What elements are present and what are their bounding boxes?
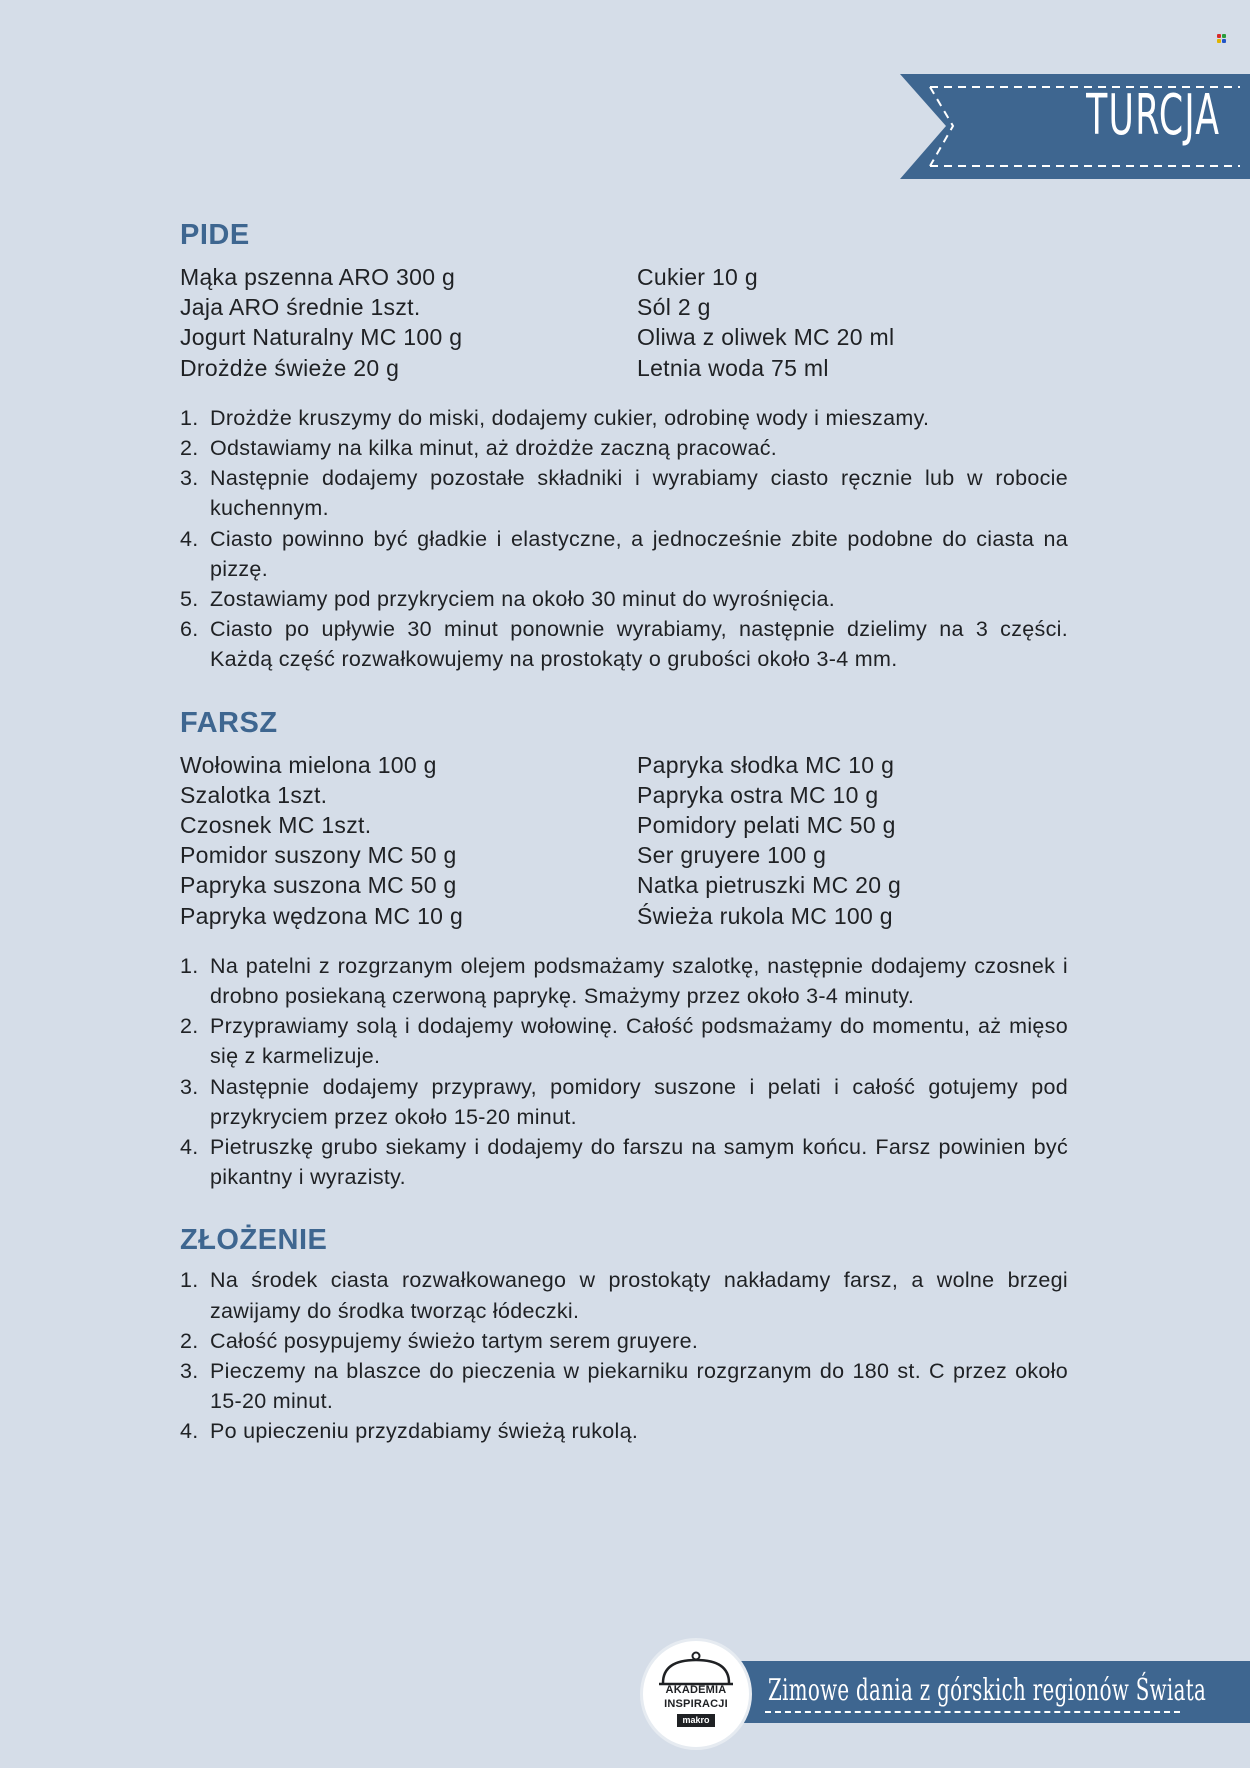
ingredient-item: Papryka słodka MC 10 g <box>637 751 895 778</box>
footer-dashed-line <box>765 1711 1180 1713</box>
step-number: 3. <box>180 1074 199 1099</box>
steps-zlozenie <box>180 1265 1068 1446</box>
step-number: 3. <box>180 466 199 491</box>
step-item <box>180 1356 1068 1416</box>
step-item <box>180 524 1068 584</box>
step-text: Zostawiamy pod przykryciem na około 30 minut do wyrośnięcia. <box>210 586 836 611</box>
section-title-farsz: FARSZ <box>180 706 278 739</box>
ingredients-right-column <box>637 750 901 931</box>
ingredient-item: Oliwa z oliwek MC 20 ml <box>637 324 895 351</box>
step-number: 3. <box>180 1358 199 1383</box>
ingredient-item: Ser gruyere 100 g <box>637 842 827 869</box>
footer-band <box>740 1661 1250 1723</box>
step-item <box>180 1416 1068 1446</box>
ingredient-item: Pomidory pelati MC 50 g <box>637 811 896 838</box>
akademia-inspiracji-logo <box>640 1638 752 1750</box>
step-text: Następnie dodajemy pozostałe składniki i wyrabiamy ciasto ręcznie lub w robocie kuchennym. <box>210 466 1068 521</box>
step-number: 2. <box>180 435 199 460</box>
step-text: Po upieczeniu przyzdabiamy świeżą rukolą. <box>210 1419 639 1444</box>
step-text: Pieczemy na blaszce do pieczenia w piekarniku rozgrzanym do 180 st. C przez około 15-20 minut. <box>210 1358 1068 1414</box>
section-pide <box>180 210 1068 675</box>
step-number: 2. <box>180 1014 199 1039</box>
step-item <box>180 1326 1068 1356</box>
steps-pide <box>180 403 1068 675</box>
ingredient-item: Papryka ostra MC 10 g <box>637 781 879 808</box>
logo-brand: makro <box>677 1714 715 1727</box>
step-text: Na patelni z rozgrzanym olejem podsmażamy szalotkę, następnie dodajemy czosnek i drobno posiekaną czerwoną paprykę. Smażymy przez około 3-4 minuty. <box>210 953 1068 1008</box>
step-number: 6. <box>180 617 199 642</box>
step-text: Drożdże kruszymy do miski, dodajemy cukier, odrobinę wody i mieszamy. <box>210 405 930 430</box>
step-item <box>180 584 1068 614</box>
ingredient-item: Letnia woda 75 ml <box>637 354 829 381</box>
ingredients-left-column <box>180 750 637 931</box>
ingredient-item: Jogurt Naturalny MC 100 g <box>180 324 463 351</box>
corner-color-dots <box>1217 34 1227 44</box>
cloche-icon <box>657 1651 735 1687</box>
ingredient-item: Natka pietruszki MC 20 g <box>637 872 902 899</box>
step-text: Odstawiamy na kilka minut, aż drożdże zaczną pracować. <box>210 435 778 460</box>
step-number: 4. <box>180 1419 199 1444</box>
ingredient-item: Świeża rukola MC 100 g <box>637 902 893 929</box>
ingredient-item: Cukier 10 g <box>637 264 758 290</box>
ingredients-pide <box>180 262 1068 383</box>
step-text: Ciasto powinno być gładkie i elastyczne, a jednocześnie zbite podobne do ciasta na pizzę. <box>210 526 1068 581</box>
step-number: 1. <box>180 405 199 430</box>
footer-series-title: Zimowe dania z górskich regionów Świata <box>768 1673 1207 1708</box>
step-text: Na środek ciasta rozwałkowanego w prostokąty nakładamy farsz, a wolne brzegi zawijamy do środka tworząc łódeczki. <box>210 1268 1068 1323</box>
logo-line-1: AKADEMIA <box>665 1684 727 1696</box>
step-item <box>180 1011 1068 1071</box>
recipe-content <box>180 210 1068 1447</box>
step-text: Następnie dodajemy przyprawy, pomidory suszone i pelati i całość gotujemy pod przykryciem przez około 15-20 minut. <box>210 1074 1068 1129</box>
ingredient-item: Wołowina mielona 100 g <box>180 751 437 778</box>
ingredient-item: Jaja ARO średnie 1szt. <box>180 294 421 321</box>
section-title-zlozenie: ZŁOŻENIE <box>180 1224 328 1257</box>
step-item <box>180 433 1068 463</box>
ingredient-item: Sól 2 g <box>637 294 711 321</box>
step-number: 1. <box>180 953 199 978</box>
step-number: 2. <box>180 1328 199 1353</box>
step-text: Pietruszkę grubo siekamy i dodajemy do farszu na samym końcu. Farsz powinien być pikantny i wyrazisty. <box>210 1134 1068 1190</box>
country-banner <box>900 74 1250 179</box>
step-number: 1. <box>180 1268 199 1293</box>
step-item <box>180 1132 1068 1192</box>
step-item <box>180 403 1068 433</box>
step-text: Całość posypujemy świeżo tartym serem gruyere. <box>210 1328 699 1353</box>
step-number: 4. <box>180 526 199 551</box>
banner-title: TURCJA <box>1086 83 1221 148</box>
ingredient-item: Papryka suszona MC 50 g <box>180 872 457 899</box>
step-text: Przyprawiamy solą i dodajemy wołowinę. Całość podsmażamy do momentu, aż mięso się z karmelizuje. <box>210 1014 1068 1069</box>
ingredient-item: Drożdże świeże 20 g <box>180 354 400 381</box>
ingredients-left-column <box>180 262 637 383</box>
step-item <box>180 1265 1068 1325</box>
step-item <box>180 1072 1068 1132</box>
logo-line-2: INSPIRACJI <box>664 1698 728 1710</box>
step-item <box>180 463 1068 523</box>
steps-farsz <box>180 951 1068 1193</box>
ingredient-item: Czosnek MC 1szt. <box>180 811 372 838</box>
step-item <box>180 614 1068 674</box>
ingredient-item: Mąka pszenna ARO 300 g <box>180 264 456 290</box>
section-farsz <box>180 698 1068 1193</box>
ingredient-item: Papryka wędzona MC 10 g <box>180 902 464 929</box>
ingredients-farsz <box>180 750 1068 931</box>
step-text: Ciasto po upływie 30 minut ponownie wyrabiamy, następnie dzielimy na 3 części. Każdą część rozwałkowujemy na prostokąty o grubości około 3-4 mm. <box>210 617 1068 672</box>
ingredient-item: Szalotka 1szt. <box>180 781 328 808</box>
step-number: 4. <box>180 1134 199 1159</box>
step-item <box>180 951 1068 1011</box>
ingredients-right-column <box>637 262 894 383</box>
step-number: 5. <box>180 586 199 611</box>
section-title-pide: PIDE <box>180 219 250 251</box>
section-zlozenie <box>180 1215 1068 1446</box>
ingredient-item: Pomidor suszony MC 50 g <box>180 842 457 869</box>
